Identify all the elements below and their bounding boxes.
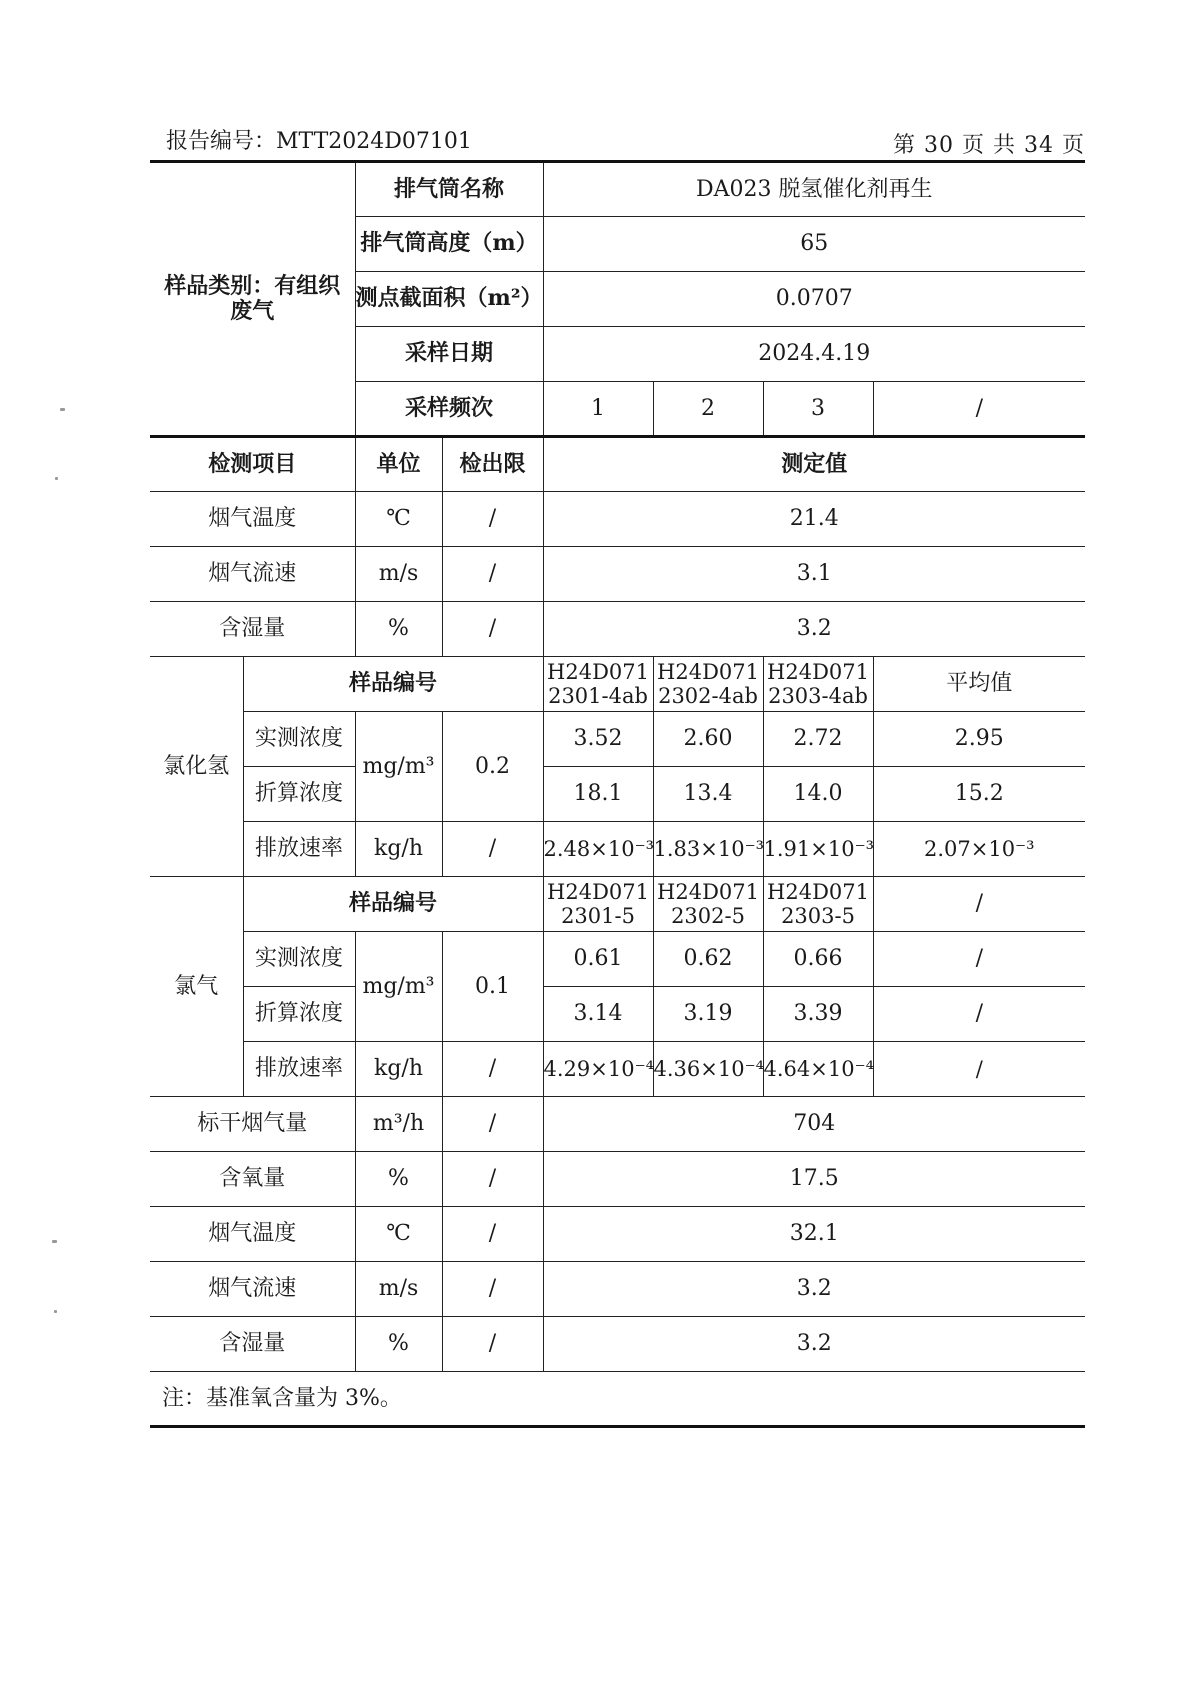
cl2-name: 氯气 <box>150 877 243 1097</box>
pre-param-row <box>150 602 1085 657</box>
cl2-converted-3: 3.39 <box>763 987 873 1042</box>
scan-speck <box>55 477 58 480</box>
param-value: 21.4 <box>543 492 1085 547</box>
cl2-measured-2: 0.62 <box>653 932 763 987</box>
col-limit-header: 检出限 <box>442 437 543 492</box>
param-limit: / <box>442 492 543 547</box>
cl2-converted-2: 3.19 <box>653 987 763 1042</box>
param-name: 烟气温度 <box>150 1207 355 1262</box>
param-limit: / <box>442 1152 543 1207</box>
cl2-converted-1: 3.14 <box>543 987 653 1042</box>
param-limit: / <box>442 1097 543 1152</box>
param-value: 17.5 <box>543 1152 1085 1207</box>
hcl-converted-row <box>150 767 1085 822</box>
cl2-measured-3: 0.66 <box>763 932 873 987</box>
col-value-header: 测定值 <box>543 437 1085 492</box>
param-unit: % <box>355 1152 442 1207</box>
column-header-row <box>150 437 1085 492</box>
hcl-measured-1: 3.52 <box>543 712 653 767</box>
cl2-measured-avg: / <box>873 932 1085 987</box>
param-name: 烟气温度 <box>150 492 355 547</box>
stack-height-value: 65 <box>543 217 1085 272</box>
hcl-converted-label: 折算浓度 <box>243 767 355 822</box>
note-text: 注：基准氧含量为 3%。 <box>150 1372 1085 1427</box>
param-unit: ℃ <box>355 1207 442 1262</box>
post-param-row <box>150 1097 1085 1152</box>
cl2-sample-row <box>150 877 1085 932</box>
hcl-avg-label: 平均值 <box>873 657 1085 712</box>
cl2-rate-unit: kg/h <box>355 1042 442 1097</box>
frequency-label: 采样频次 <box>355 382 543 437</box>
param-limit: / <box>442 602 543 657</box>
hcl-measured-avg: 2.95 <box>873 712 1085 767</box>
sample-date-value: 2024.4.19 <box>543 327 1085 382</box>
section-area-label: 测点截面积（m²） <box>355 272 543 327</box>
scan-speck <box>54 1310 57 1313</box>
pre-param-row <box>150 492 1085 547</box>
param-value: 704 <box>543 1097 1085 1152</box>
hcl-rate-label: 排放速率 <box>243 822 355 877</box>
hcl-name: 氯化氢 <box>150 657 243 877</box>
cl2-rate-row <box>150 1042 1085 1097</box>
stack-height-label: 排气筒高度（m） <box>355 217 543 272</box>
frequency-1: 1 <box>543 382 653 437</box>
param-limit: / <box>442 547 543 602</box>
frequency-4: / <box>873 382 1085 437</box>
param-limit: / <box>442 1207 543 1262</box>
hcl-converted-1: 18.1 <box>543 767 653 822</box>
cl2-measured-row <box>150 932 1085 987</box>
param-name: 烟气流速 <box>150 1262 355 1317</box>
param-unit: ℃ <box>355 492 442 547</box>
hcl-rate-limit: / <box>442 822 543 877</box>
report-table <box>150 160 1085 1428</box>
hcl-sample-2: H24D071 2302-4ab <box>653 657 763 712</box>
param-unit: m/s <box>355 547 442 602</box>
cl2-measured-label: 实测浓度 <box>243 932 355 987</box>
page-info: 第 30 页 共 34 页 <box>893 133 1085 158</box>
param-value: 3.2 <box>543 1262 1085 1317</box>
scan-speck <box>60 408 65 411</box>
hcl-rate-avg: 2.07×10⁻³ <box>873 822 1085 877</box>
post-param-row <box>150 1262 1085 1317</box>
cl2-measured-1: 0.61 <box>543 932 653 987</box>
cl2-converted-avg: / <box>873 987 1085 1042</box>
cl2-rate-1: 4.29×10⁻⁴ <box>543 1042 653 1097</box>
param-unit: m³/h <box>355 1097 442 1152</box>
col-unit-header: 单位 <box>355 437 442 492</box>
post-param-row <box>150 1317 1085 1372</box>
param-value: 3.2 <box>543 602 1085 657</box>
param-value: 3.2 <box>543 1317 1085 1372</box>
stack-name-value: DA023 脱氢催化剂再生 <box>543 162 1085 217</box>
hcl-sample-3: H24D071 2303-4ab <box>763 657 873 712</box>
cl2-avg-label: / <box>873 877 1085 932</box>
cl2-sample-2: H24D071 2302-5 <box>653 877 763 932</box>
param-unit: % <box>355 602 442 657</box>
hcl-rate-unit: kg/h <box>355 822 442 877</box>
cl2-conc-unit: mg/m³ <box>355 932 442 1042</box>
cl2-rate-limit: / <box>442 1042 543 1097</box>
param-limit: / <box>442 1262 543 1317</box>
cl2-rate-avg: / <box>873 1042 1085 1097</box>
param-limit: / <box>442 1317 543 1372</box>
param-unit: % <box>355 1317 442 1372</box>
hcl-measured-2: 2.60 <box>653 712 763 767</box>
param-name: 含湿量 <box>150 602 355 657</box>
note-row <box>150 1372 1085 1427</box>
param-name: 含湿量 <box>150 1317 355 1372</box>
col-item-header: 检测项目 <box>150 437 355 492</box>
hcl-sample-row <box>150 657 1085 712</box>
hcl-rate-3: 1.91×10⁻³ <box>763 822 873 877</box>
sample-category: 样品类别：有组织废气 <box>150 162 355 437</box>
hcl-measured-label: 实测浓度 <box>243 712 355 767</box>
page-header <box>150 118 1085 156</box>
hcl-rate-1: 2.48×10⁻³ <box>543 822 653 877</box>
hcl-converted-3: 14.0 <box>763 767 873 822</box>
cl2-rate-label: 排放速率 <box>243 1042 355 1097</box>
post-param-row <box>150 1152 1085 1207</box>
scan-speck <box>52 1240 57 1243</box>
stack-name-label: 排气筒名称 <box>355 162 543 217</box>
hcl-sample-1: H24D071 2301-4ab <box>543 657 653 712</box>
cl2-conc-limit: 0.1 <box>442 932 543 1042</box>
param-value: 32.1 <box>543 1207 1085 1262</box>
param-unit: m/s <box>355 1262 442 1317</box>
hcl-rate-row <box>150 822 1085 877</box>
cl2-converted-row <box>150 987 1085 1042</box>
cl2-rate-3: 4.64×10⁻⁴ <box>763 1042 873 1097</box>
hcl-conc-limit: 0.2 <box>442 712 543 822</box>
hcl-converted-2: 13.4 <box>653 767 763 822</box>
report-number: 报告编号：MTT2024D07101 <box>166 129 472 154</box>
hcl-converted-avg: 15.2 <box>873 767 1085 822</box>
param-name: 含氧量 <box>150 1152 355 1207</box>
cl2-converted-label: 折算浓度 <box>243 987 355 1042</box>
cl2-sample-3: H24D071 2303-5 <box>763 877 873 932</box>
sample-date-label: 采样日期 <box>355 327 543 382</box>
hcl-sample-no-label: 样品编号 <box>243 657 543 712</box>
param-name: 标干烟气量 <box>150 1097 355 1152</box>
hcl-conc-unit: mg/m³ <box>355 712 442 822</box>
cl2-rate-2: 4.36×10⁻⁴ <box>653 1042 763 1097</box>
section-area-value: 0.0707 <box>543 272 1085 327</box>
cl2-sample-no-label: 样品编号 <box>243 877 543 932</box>
pre-param-row <box>150 547 1085 602</box>
hcl-measured-3: 2.72 <box>763 712 873 767</box>
frequency-2: 2 <box>653 382 763 437</box>
hcl-rate-2: 1.83×10⁻³ <box>653 822 763 877</box>
frequency-3: 3 <box>763 382 873 437</box>
hcl-measured-row <box>150 712 1085 767</box>
post-param-row <box>150 1207 1085 1262</box>
param-value: 3.1 <box>543 547 1085 602</box>
param-name: 烟气流速 <box>150 547 355 602</box>
stack-name-row <box>150 162 1085 217</box>
cl2-sample-1: H24D071 2301-5 <box>543 877 653 932</box>
